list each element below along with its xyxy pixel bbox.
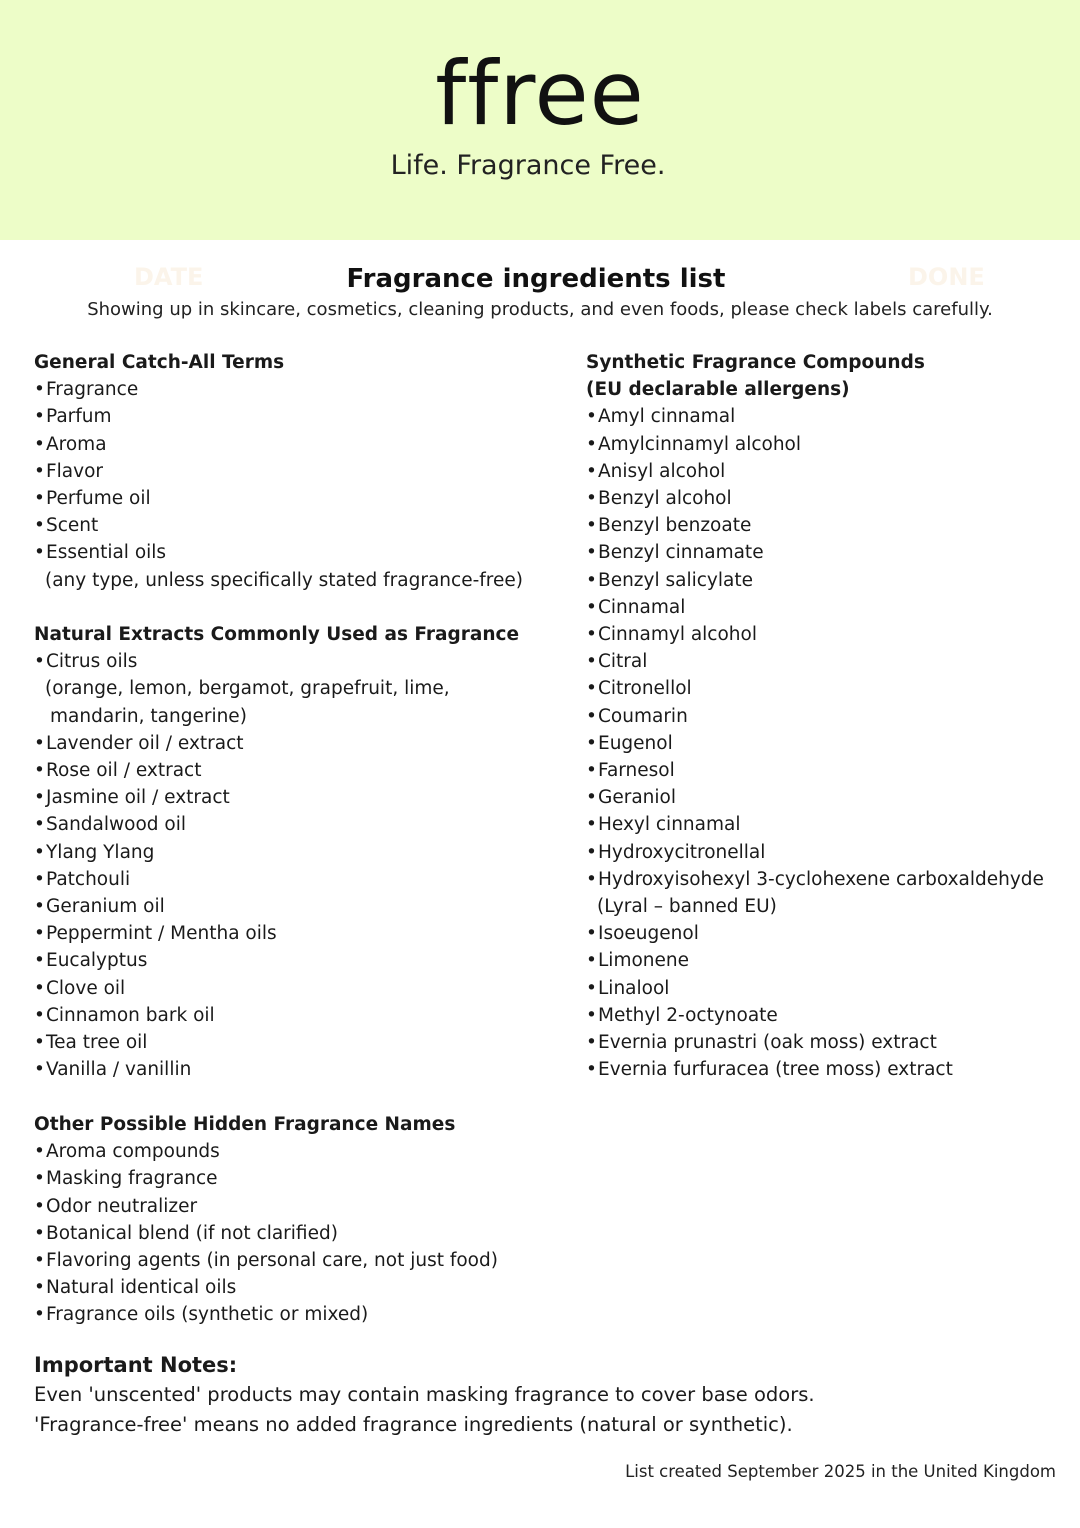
list-item: •Aroma [34, 433, 107, 455]
notes-line: Even 'unscented' products may contain masking fragrance to cover base odors. [34, 1383, 815, 1406]
list-item: •Citronellol [586, 678, 692, 700]
list-item: •Natural identical oils [34, 1277, 237, 1299]
list-item: •Amyl cinnamal [586, 406, 736, 428]
list-item: •Eugenol [586, 732, 673, 754]
list-item: •Anisyl alcohol [586, 460, 726, 482]
list-item: •Limonene [586, 950, 690, 972]
list-item: •Coumarin [586, 705, 688, 727]
list-item: •Hydroxycitronellal [586, 841, 766, 863]
list-item: •Botanical blend (if not clarified) [34, 1222, 338, 1244]
page-title: Fragrance ingredients list [346, 264, 726, 294]
list-natural-rest [34, 730, 554, 1084]
list-item: •Odor neutralizer [34, 1195, 198, 1217]
list-item: •Jasmine oil / extract [34, 787, 230, 809]
list-item: •Linalool [586, 977, 670, 999]
list-item: •Essential oils [34, 542, 167, 564]
list-item: •Benzyl benzoate [586, 515, 752, 537]
left-column [34, 349, 554, 1083]
tagline: Life. Fragrance Free. [390, 150, 666, 181]
section-title-general: General Catch-All Terms [34, 352, 285, 373]
list-item: •Hydroxyisohexyl 3-cyclohexene carboxaldehyde [586, 868, 1044, 890]
list-item: •Clove oil [34, 977, 126, 999]
list-item: •Ylang Ylang [34, 841, 155, 863]
list-item: •Flavoring agents (in personal care, not just food) [34, 1250, 498, 1272]
list-item: •Evernia prunastri (oak moss) extract [586, 1032, 937, 1054]
list-item: •Aroma compounds [34, 1141, 220, 1163]
section-subtitle-synthetic: (EU declarable allergens) [586, 379, 850, 401]
list-item: •Perfume oil [34, 488, 151, 510]
ghost-date-label: DATE [134, 263, 204, 291]
footer-credit: List created September 2025 in the United Kingdom [625, 1462, 1056, 1481]
list-item: •Vanilla / vanillin [34, 1059, 192, 1081]
list-item: •Lavender oil / extract [34, 732, 244, 754]
important-notes [34, 1350, 1054, 1440]
section-title-synthetic: Synthetic Fragrance Compounds [586, 352, 925, 373]
notes-title: Important Notes: [34, 1353, 238, 1377]
list-item: •Fragrance [34, 379, 139, 401]
list-item: •Citrus oils [34, 651, 138, 673]
list-item: •Cinnamyl alcohol [586, 624, 757, 646]
list-item: •Farnesol [586, 760, 675, 782]
notes-line: 'Fragrance-free' means no added fragrance ingredients (natural or synthetic). [34, 1413, 793, 1436]
list-item: •Sandalwood oil [34, 814, 187, 836]
brand-logo: ffree [435, 42, 645, 145]
list-natural [34, 648, 554, 675]
list-item: •Patchouli [34, 868, 131, 890]
list-item: •Citral [586, 651, 648, 673]
hidden-names-section [34, 1111, 1034, 1329]
list-item: •Flavor [34, 460, 103, 482]
list-item: •Rose oil / extract [34, 760, 202, 782]
list-item: •Tea tree oil [34, 1032, 148, 1054]
citrus-note-line-2: mandarin, tangerine) [50, 705, 247, 727]
list-item: •Geranium oil [34, 896, 165, 918]
lyral-note: (Lyral – banned EU) [597, 896, 777, 918]
list-item: •Fragrance oils (synthetic or mixed) [34, 1304, 369, 1326]
list-item: •Scent [34, 515, 99, 537]
list-item: •Benzyl cinnamate [586, 542, 764, 564]
essential-oils-note: (any type, unless specifically stated fragrance-free) [45, 569, 523, 591]
list-item: •Cinnamon bark oil [34, 1004, 215, 1026]
ghost-done-label: DONE [908, 263, 985, 291]
list-item: •Evernia furfuracea (tree moss) extract [586, 1059, 953, 1081]
citrus-note-line-1: (orange, lemon, bergamot, grapefruit, lime, [45, 678, 450, 700]
page-subtitle: Showing up in skincare, cosmetics, cleaning products, and even foods, please check labels carefully. [87, 299, 993, 320]
list-item: •Masking fragrance [34, 1168, 218, 1190]
right-column [586, 349, 1056, 1083]
list-item: •Hexyl cinnamal [586, 814, 741, 836]
list-item: •Isoeugenol [586, 923, 699, 945]
list-item: •Peppermint / Mentha oils [34, 923, 277, 945]
list-item: •Cinnamal [586, 596, 686, 618]
list-item: •Benzyl alcohol [586, 488, 732, 510]
list-synthetic [586, 403, 1056, 893]
header-banner [0, 0, 1080, 240]
list-general [34, 376, 554, 566]
section-title-natural: Natural Extracts Commonly Used as Fragrance [34, 624, 520, 646]
list-item: •Parfum [34, 406, 112, 428]
list-item: •Methyl 2-octynoate [586, 1004, 778, 1026]
list-item: •Geraniol [586, 787, 676, 809]
section-title-hidden: Other Possible Hidden Fragrance Names [34, 1114, 456, 1135]
list-item: •Amylcinnamyl alcohol [586, 433, 802, 455]
list-item: •Eucalyptus [34, 950, 148, 972]
list-synthetic-rest [586, 920, 1056, 1083]
list-item: •Benzyl salicylate [586, 569, 753, 591]
list-hidden [34, 1138, 1034, 1328]
